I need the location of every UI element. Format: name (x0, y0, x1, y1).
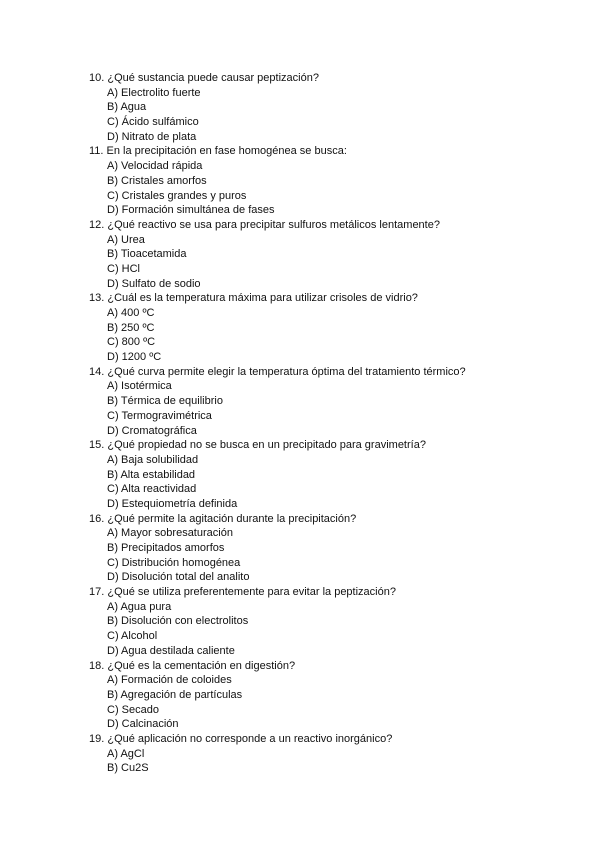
answer-option: C) Alcohol (107, 630, 158, 643)
answer-option: D) Formación simultánea de fases (107, 204, 275, 217)
question-prompt: ¿Qué se utiliza preferentemente para evitar la peptización? (107, 586, 396, 599)
question-text (89, 218, 569, 233)
question-15 (89, 438, 569, 511)
answer-option: A) Electrolito fuerte (107, 86, 201, 99)
answer-option: B) Alta estabilidad (107, 468, 196, 481)
answer-option: C) Secado (107, 703, 159, 716)
answer-option: C) HCl (107, 262, 140, 275)
question-number: 14. (89, 365, 105, 378)
question-text (89, 659, 569, 674)
answer-option: B) Agua (107, 101, 147, 114)
question-prompt: ¿Qué aplicación no corresponde a un reactivo inorgánico? (107, 732, 393, 745)
question-number: 12. (89, 218, 105, 231)
question-12 (89, 218, 569, 291)
answer-option: B) Tioacetamida (107, 248, 187, 261)
question-prompt: ¿Qué sustancia puede causar peptización? (107, 72, 319, 84)
answer-option: A) Urea (107, 233, 145, 246)
question-prompt: ¿Qué curva permite elegir la temperatura óptima del tratamiento térmico? (107, 365, 466, 378)
answer-option: A) Agua pura (107, 600, 172, 613)
question-number: 10. (89, 72, 105, 84)
question-prompt: ¿Qué permite la agitación durante la precipitación? (107, 512, 357, 525)
answer-option: B) 250 ºC (107, 321, 155, 334)
answer-option: A) Baja solubilidad (107, 453, 199, 466)
question-text (89, 291, 569, 306)
question-text (89, 585, 569, 600)
answer-option: D) Disolución total del analito (107, 571, 250, 584)
question-prompt: ¿Cuál es la temperatura máxima para utilizar crisoles de vidrio? (107, 292, 418, 305)
answer-option: B) Térmica de equilibrio (107, 395, 223, 408)
question-10 (89, 71, 569, 144)
question-13 (89, 291, 569, 364)
answer-option: C) 800 ºC (107, 336, 156, 349)
answer-option: C) Alta reactividad (107, 483, 197, 496)
question-text (89, 365, 569, 380)
question-16 (89, 512, 569, 585)
question-11 (89, 144, 569, 217)
question-text (89, 732, 569, 747)
question-prompt: En la precipitación en fase homogénea se busca: (106, 145, 347, 158)
answer-option: D) Agua destilada caliente (107, 644, 235, 657)
answer-option: A) 400 ºC (107, 307, 155, 319)
question-prompt: ¿Qué propiedad no se busca en un precipitado para gravimetría? (107, 439, 426, 452)
question-prompt: ¿Qué es la cementación en digestión? (107, 659, 296, 672)
answer-option: A) Formación de coloides (107, 674, 232, 687)
answer-option: B) Cristales amorfos (107, 174, 207, 187)
question-prompt: ¿Qué reactivo se usa para precipitar sulfuros metálicos lentamente? (107, 218, 440, 231)
question-14 (89, 365, 569, 438)
question-number: 18. (89, 659, 105, 672)
question-number: 19. (89, 732, 105, 745)
question-17 (89, 585, 569, 658)
question-list (89, 71, 569, 776)
answer-option: D) Cromatográfica (107, 424, 197, 437)
answer-option: A) Isotérmica (107, 380, 172, 393)
question-text (89, 144, 569, 159)
answer-option: D) Estequiometría definida (107, 497, 238, 510)
answer-option: A) AgCl (107, 747, 145, 760)
answer-option: A) Mayor sobresaturación (107, 527, 233, 540)
question-number: 13. (89, 292, 105, 305)
answer-option: D) Calcinación (107, 718, 179, 731)
answer-option: C) Distribución homogénea (107, 556, 241, 569)
question-number: 15. (89, 439, 105, 452)
question-number: 11. (89, 145, 104, 158)
answer-option: B) Agregación de partículas (107, 688, 243, 701)
answer-option: A) Velocidad rápida (107, 160, 203, 173)
question-number: 17. (89, 586, 105, 599)
answer-option: C) Ácido sulfámico (107, 116, 199, 129)
question-text (89, 438, 569, 453)
question-19 (89, 732, 569, 776)
answer-option: D) Sulfato de sodio (107, 277, 201, 290)
answer-option: B) Precipitados amorfos (107, 542, 225, 554)
question-text (89, 71, 569, 86)
question-number: 16. (89, 512, 105, 525)
answer-option: B) Disolución con electrolitos (107, 615, 249, 628)
answer-option: B) Cu2S (107, 762, 149, 775)
answer-option: D) 1200 ºC (107, 351, 162, 364)
answer-option: C) Cristales grandes y puros (107, 189, 247, 202)
question-18 (89, 659, 569, 732)
question-text (89, 512, 569, 527)
answer-option: D) Nitrato de plata (107, 130, 197, 143)
answer-option: C) Termogravimétrica (107, 409, 212, 422)
